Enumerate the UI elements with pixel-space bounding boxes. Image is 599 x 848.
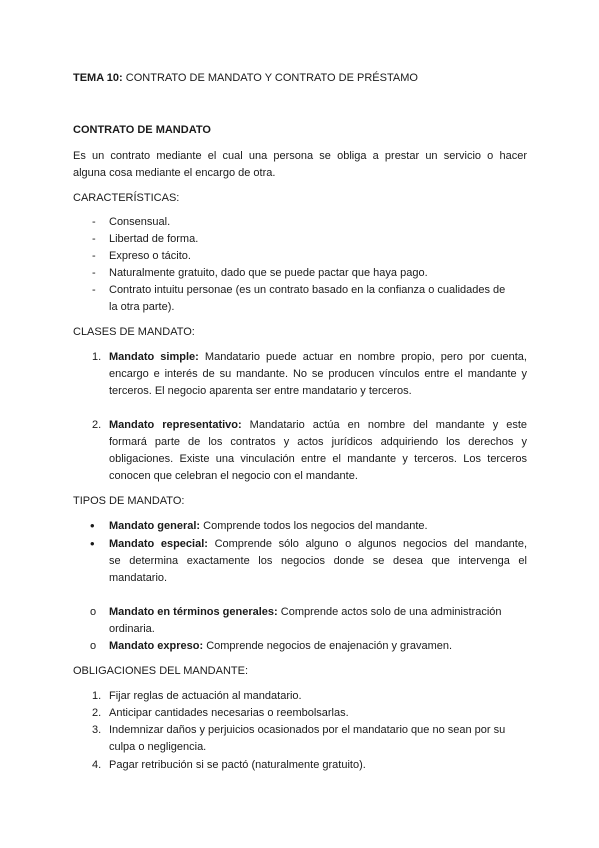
tipo-especial-line-2: se determina exactamente los negocios donde se desea que intervenga el: [109, 555, 527, 567]
list-item: Consensual.: [109, 216, 171, 228]
tipos-heading: TIPOS DE MANDATO:: [73, 495, 185, 507]
clase-simple-text: Mandatario puede actuar en nombre propio, pero por cuenta,: [198, 351, 527, 363]
list-number: 2.: [92, 419, 102, 431]
clase-simple-line-3: terceros. El negocio aparenta ser entre mandatario y terceros.: [109, 385, 412, 397]
list-number: 1.: [92, 690, 102, 702]
bullet-dot: •: [90, 536, 95, 551]
tipo-especial-text: Comprende sólo alguno o algunos negocios del mandante,: [207, 538, 528, 550]
intro-line-1: Es un contrato mediante el cual una persona se obliga a prestar un servicio o hacer: [73, 150, 527, 162]
section-heading: CONTRATO DE MANDATO: [73, 124, 211, 136]
list-number: 4.: [92, 759, 102, 771]
caracteristicas-heading: CARACTERÍSTICAS:: [73, 192, 180, 204]
tipo-general-text: Comprende todos los negocios del mandante.: [200, 520, 428, 532]
clase-representativo-line-3: obligaciones. Existe una vinculación entre el mandante y terceros. Los terceros: [109, 453, 527, 465]
dash-bullet: -: [92, 250, 96, 262]
list-number: 2.: [92, 707, 102, 719]
obligacion-item: Fijar reglas de actuación al mandatario.: [109, 690, 302, 702]
list-item: Naturalmente gratuito, dado que se puede pactar que haya pago.: [109, 267, 428, 279]
obligacion-item: Indemnizar daños y perjuicios ocasionados por el mandatario que no sean por su: [109, 724, 506, 736]
list-item: Expreso o tácito.: [109, 250, 191, 262]
intro-line-2: alguna cosa mediante el encargo de otra.: [73, 167, 276, 179]
dash-bullet: -: [92, 233, 96, 245]
tipo-terminos-term: Mandato en términos generales:: [109, 606, 278, 618]
list-item: Contrato intuitu personae (es un contrato basado en la confianza o cualidades de: [109, 284, 506, 296]
clase-simple-term: Mandato simple:: [109, 351, 199, 363]
tipo-especial-term: Mandato especial:: [109, 538, 208, 550]
clase-representativo-line-2: formará parte de los contratos y actos jurídicos adquiriendo los derechos y: [109, 436, 527, 448]
tipo-expreso-text: Comprende negocios de enajenación y gravamen.: [203, 640, 453, 652]
dash-bullet: -: [92, 216, 96, 228]
bullet-dot: •: [90, 518, 95, 533]
clase-representativo-term: Mandato representativo:: [109, 419, 242, 431]
list-item: Libertad de forma.: [109, 233, 199, 245]
clase-simple-line-1: [109, 349, 527, 365]
obligacion-item: Anticipar cantidades necesarias o reembolsarlas.: [109, 707, 349, 719]
title-rest: CONTRATO DE MANDATO Y CONTRATO DE PRÉSTAMO: [122, 72, 418, 84]
dash-bullet: -: [92, 267, 96, 279]
tipo-terminos-text: Comprende actos solo de una administración: [277, 606, 502, 618]
obligacion-item-continuation: culpa o negligencia.: [109, 741, 207, 753]
clase-representativo-text: Mandatario actúa en nombre del mandante y este: [241, 419, 527, 431]
obligacion-item: Pagar retribución si se pactó (naturalmente gratuito).: [109, 759, 366, 771]
tipo-expreso-term: Mandato expreso:: [109, 640, 204, 652]
tipo-terminos-line-2: ordinaria.: [109, 623, 155, 635]
dash-bullet: -: [92, 284, 96, 296]
list-number: 1.: [92, 351, 102, 363]
clase-representativo-line-1: [109, 417, 527, 433]
list-item-continuation: la otra parte).: [109, 301, 175, 313]
tipo-especial-line-1: [109, 536, 527, 552]
tipo-terminos-line-1: [109, 604, 502, 620]
list-marker-o: o: [90, 640, 97, 652]
tipo-general: [109, 518, 428, 534]
clase-simple-line-2: encargo e interés de su mandante. No se producen vínculos entre el mandante y: [109, 368, 527, 380]
obligaciones-heading: OBLIGACIONES DEL MANDANTE:: [73, 665, 249, 677]
page-title: [73, 70, 418, 86]
clase-representativo-line-4: conocen que celebran el negocio con el mandante.: [109, 470, 358, 482]
tipo-especial-line-3: mandatario.: [109, 572, 168, 584]
tipo-expreso: [109, 638, 452, 654]
clases-heading: CLASES DE MANDATO:: [73, 326, 195, 338]
list-number: 3.: [92, 724, 102, 736]
tipo-general-term: Mandato general:: [109, 520, 201, 532]
title-bold: TEMA 10:: [73, 72, 123, 84]
list-marker-o: o: [90, 606, 97, 618]
